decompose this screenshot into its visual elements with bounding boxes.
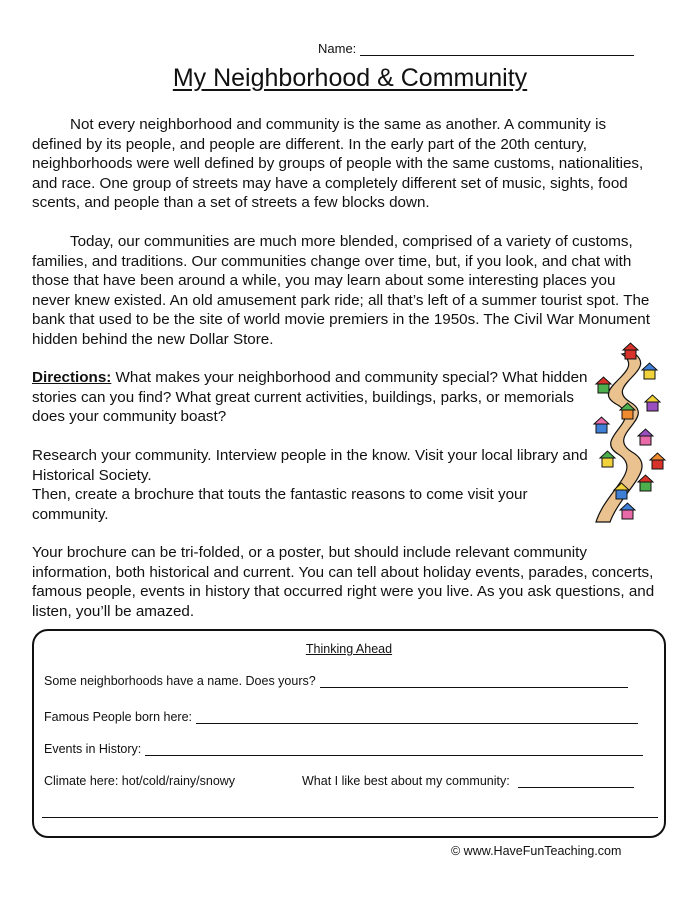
research-text-1: Research your community. Interview people in the know. Visit your local library and Historical Society. [32,447,588,484]
name-blank-line[interactable] [360,42,634,56]
intro-paragraph-1 [32,115,652,213]
like-best-line[interactable] [518,775,634,788]
famous-people-line[interactable] [196,711,638,724]
famous-people-field [44,710,638,724]
name-label: Name: [318,41,357,56]
answer-line[interactable] [42,817,658,818]
copyright-footer: © www.HaveFunTeaching.com [451,844,622,858]
famous-people-label: Famous People born here: [44,710,193,724]
brochure-paragraph: Your brochure can be tri-folded, or a poster, but should include relevant community information, both historical and current. You can tell about holiday events, parades, concerts, famous people, events in history that occurred right were you live. As you ask questions, and listen, you’ll be amazed. [32,544,655,620]
climate-label: Climate here: hot/cold/rainy/snowy [44,774,236,788]
thinking-ahead-box [32,629,666,838]
neighborhood-name-field [44,674,628,688]
events-history-field [44,742,643,756]
neighborhood-name-line[interactable] [320,675,628,688]
directions-label: Directions: [32,369,112,386]
intro-paragraph-2 [32,232,652,350]
like-best-field [302,774,634,788]
events-history-label: Events in History: [44,742,142,756]
directions-paragraph [32,368,592,427]
directions-text: What makes your neighborhood and community special? What hidden stories can you find? What great current activities, buildings, parks, or memorials does your community boast? [32,369,588,426]
page-title: My Neighborhood & Community [172,64,528,92]
climate-field [44,774,235,788]
name-field [318,41,634,56]
thinking-ahead-title: Thinking Ahead [305,642,393,656]
events-history-line[interactable] [145,743,643,756]
research-text-2: Then, create a brochure that touts the fantastic reasons to come visit your community. [32,486,528,523]
neighborhood-name-label: Some neighborhoods have a name. Does yours? [44,674,316,688]
intro-paragraph-2-text: Today, our communities are much more blended, comprised of a variety of customs, families, and traditions. Our communities change over time, but, if you look, and chat with those that have been around a while, you may learn about some interesting places you never knew existed. An old amusement park ride; all that’s left of a summer tourist spot. The bank that used to be the site of world movie premiers in the 1950s. The Civil War Monument hidden behind the new Dollar Store. [32,233,650,348]
intro-paragraph-1-text: Not every neighborhood and community is the same as another. A community is defined by its people, and people are different. In the early part of the 20th century, neighborhoods were well defined by groups of people with the same customs, nationalities, and race. One group of streets may have a completely different set of music, sights, food scents, and people than a set of streets a few blocks down. [32,116,644,212]
like-best-label: What I like best about my community: [302,774,510,788]
neighborhood-road-illustration [592,340,670,530]
research-paragraph [32,446,602,524]
